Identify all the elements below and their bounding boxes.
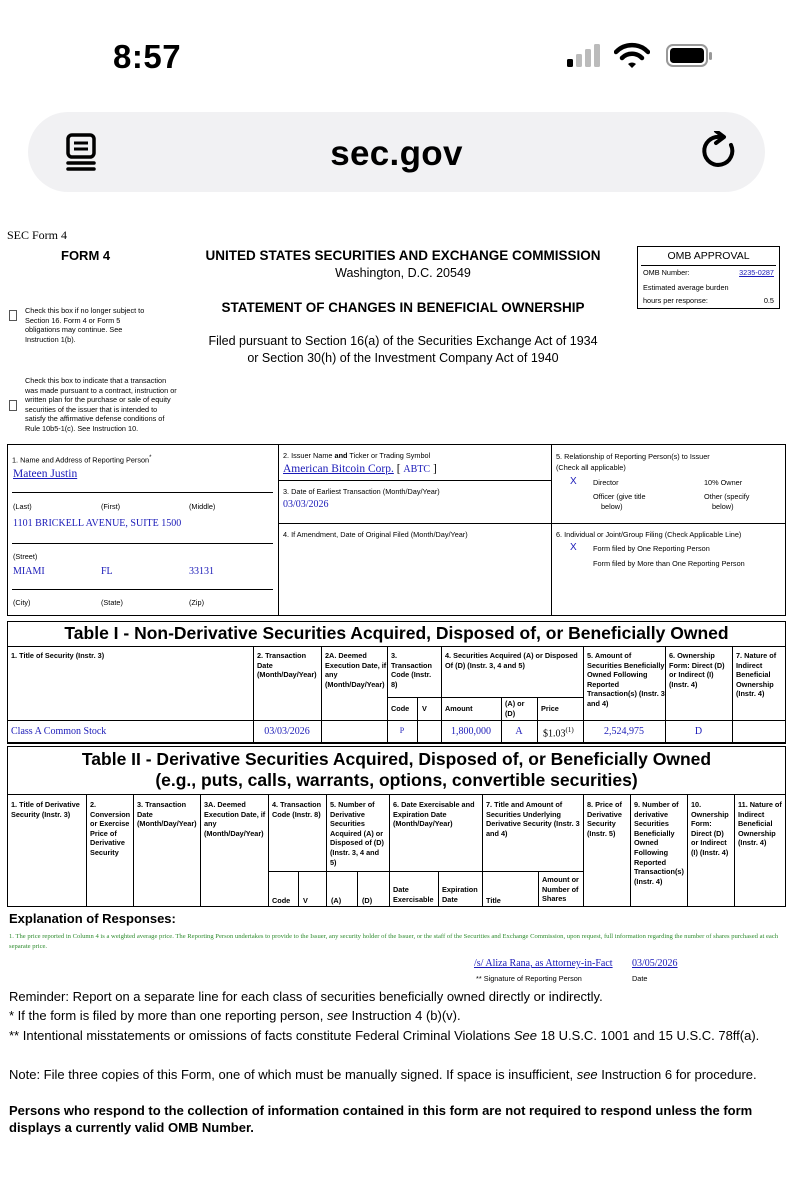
one-person-check[interactable]: X — [570, 542, 577, 553]
t2-header-underlying: 7. Title and Amount of Securities Underlying Derivative Security (Instr. 3 and 4) — [486, 800, 580, 838]
t2-header-date: 3. Transaction Date (Month/Day/Year) — [137, 800, 197, 829]
clock: 8:57 — [113, 38, 182, 75]
state: FL — [101, 566, 113, 577]
url-text[interactable]: sec.gov — [330, 134, 463, 173]
reporting-person-label: 1. Name and Address of Reporting Person* — [12, 454, 152, 465]
t1-header-deemed: 2A. Deemed Execution Date, if any (Month/Day/Year) — [325, 651, 387, 689]
t1-row-title: Class A Common Stock — [11, 726, 107, 737]
other-label: Other (specify below) — [704, 492, 750, 511]
t1-header-ownership-form: 6. Ownership Form: Direct (D) or Indirect (I) (Instr. 4) — [669, 651, 725, 689]
relationship-label: 5. Relationship of Reporting Person(s) to Issuer — [556, 452, 710, 461]
rule10b5-checkbox[interactable] — [9, 400, 17, 411]
t1-header-acquired: 4. Securities Acquired (A) or Disposed Of (D) (Instr. 3, 4 and 5) — [445, 651, 578, 670]
reload-icon[interactable] — [701, 131, 739, 171]
t1-row-price: $1.03$^{(1)}$ — [543, 726, 574, 740]
t1-row-form: D — [694, 726, 703, 737]
t1-sub-amount: Amount — [445, 704, 473, 713]
t1-header-title: 1. Title of Security (Instr. 3) — [11, 651, 105, 660]
omb-approval-box — [637, 246, 780, 309]
ticker-symbol: ABTC — [403, 464, 431, 475]
section16-checkbox[interactable] — [9, 310, 17, 321]
section16-text: Check this box if no longer subject to Section 16. Form 4 or Form 5 obligations may continue. See Instruction 1(b). — [25, 306, 145, 344]
omb-burden-label: Estimated average burden — [643, 283, 729, 292]
wifi-icon — [614, 42, 650, 70]
form-name: FORM 4 — [61, 248, 111, 263]
issuer-label: 2. Issuer Name and Ticker or Trading Symbol — [283, 451, 431, 460]
file-copies-note: Note: File three copies of this Form, one of which must be manually signed. If space is insufficient, see Instruction 6 for procedure. — [9, 1067, 757, 1082]
t2-sub-expiration: Expiration Date — [442, 885, 478, 904]
earliest-date: 03/03/2026 — [283, 499, 329, 510]
t1-row-code: P — [399, 726, 405, 735]
street-address: 1101 BRICKELL AVENUE, SUITE 1500 — [13, 518, 182, 529]
t1-row-amount: 1,800,000 — [451, 726, 491, 737]
multi-filer-text: * If the form is filed by more than one reporting person, see Instruction 4 (b)(v). — [9, 1008, 461, 1023]
explanation-note: 1. The price reported in Column 4 is a weighted average price. The Reporting Person undertakes to provide to the Issuer, any security holder of the Issuer, or the staff of the Securities and Exchange Commission, upon request, full information regarding the number of shares purchased at each separate price. — [9, 933, 779, 950]
reminder-text: Reminder: Report on a separate line for each class of securities beneficially owned directly or indirectly. — [9, 989, 603, 1004]
reporting-person-name[interactable]: Mateen Justin — [13, 468, 78, 480]
street-label: (Street) — [13, 552, 38, 561]
more-persons-label: Form filed by More than One Reporting Person — [593, 559, 745, 568]
t1-sub-aord: (A) or (D) — [505, 699, 525, 718]
violations-text: ** Intentional misstatements or omissions of facts constitute Federal Criminal Violations See 18 U.S.C. 1001 and 15 U.S.C. 78ff(a). — [9, 1028, 760, 1043]
t2-header-price: 8. Price of Derivative Security (Instr. 5) — [587, 800, 622, 838]
table-1-title: Table I - Non-Derivative Securities Acquired, Disposed of, or Beneficially Owned — [64, 623, 729, 643]
t2-header-code: 4. Transaction Code (Instr. 8) — [272, 800, 322, 819]
form-title: STATEMENT OF CHANGES IN BENEFICIAL OWNERSHIP — [221, 300, 585, 315]
filed-pursuant-line-2: or Section 30(h) of the Investment Company Act of 1940 — [247, 351, 559, 365]
t1-sub-code: Code — [391, 704, 410, 713]
agency-location: Washington, D.C. 20549 — [335, 266, 471, 280]
t2-sub-v: V — [303, 896, 308, 905]
signature-label: ** Signature of Reporting Person — [476, 974, 582, 983]
status-bar — [0, 0, 793, 100]
form-document — [0, 200, 793, 1200]
zip-label: (Zip) — [189, 598, 204, 607]
city-label: (City) — [13, 598, 31, 607]
issuer-name-row: American Bitcoin Corp. [ ABTC ] — [283, 463, 437, 475]
issuer-name-link[interactable]: American Bitcoin Corp. — [283, 463, 394, 475]
omb-notice: Persons who respond to the collection of information contained in this form are not required to respond unless the form displays a currently valid OMB Number. — [9, 1103, 753, 1135]
zip: 33131 — [189, 566, 214, 577]
t2-sub-a: (A) — [331, 896, 342, 905]
t2-sub-amount: Amount or Number of Shares — [542, 875, 579, 904]
t1-row-aord: A — [515, 726, 523, 737]
omb-number-link[interactable]: 3235-0287 — [739, 268, 774, 277]
filing-label: 6. Individual or Joint/Group Filing (Check Applicable Line) — [556, 530, 742, 539]
middle-label: (Middle) — [189, 502, 216, 511]
agency-name: UNITED STATES SECURITIES AND EXCHANGE COMMISSION — [205, 248, 601, 263]
address-bar[interactable] — [28, 112, 765, 192]
t2-header-title: 1. Title of Derivative Security (Instr. 3) — [11, 800, 80, 819]
doc-label: SEC Form 4 — [7, 228, 68, 242]
first-label: (First) — [101, 502, 121, 511]
state-label: (State) — [101, 598, 123, 607]
rule10b5-text: Check this box to indicate that a transaction was made pursuant to a contract, instruction or written plan for the purchase or sale of equity securities of the issuer that is intended to satisfy the affirmative defense conditions of Rule 10b5-1(c). See Instruction 10. — [25, 376, 177, 433]
relationship-sub: (Check all applicable) — [556, 463, 626, 472]
t1-sub-price: Price — [541, 704, 559, 713]
t1-header-code: 3. Transaction Code (Instr. 8) — [391, 651, 432, 689]
filed-pursuant-line-1: Filed pursuant to Section 16(a) of the Securities Exchange Act of 1934 — [208, 334, 598, 348]
omb-hours-value: 0.5 — [763, 296, 774, 305]
t2-header-deemed: 3A. Deemed Execution Date, if any (Month/Day/Year) — [204, 800, 266, 838]
t2-header-owned: 9. Number of derivative Securities Beneficially Owned Following Reported Transaction(s) (Instr. 4) — [634, 800, 684, 886]
explanation-heading: Explanation of Responses: — [9, 911, 176, 926]
t2-sub-code: Code — [272, 896, 291, 905]
one-person-label: Form filed by One Reporting Person — [593, 544, 710, 553]
director-check[interactable]: X — [570, 476, 577, 487]
t2-header-conversion: 2. Conversion or Exercise Price of Derivative Security — [90, 800, 131, 857]
signature-date-label: Date — [632, 974, 648, 983]
signature-link[interactable]: /s/ Aliza Rana, as Attorney-in-Fact — [474, 958, 613, 969]
t2-header-exercisable: 6. Date Exercisable and Expiration Date (Month/Day/Year) — [393, 800, 475, 829]
officer-label: Officer (give title below) — [593, 492, 646, 511]
t2-header-nature: 11. Nature of Indirect Beneficial Ownership (Instr. 4) — [738, 800, 782, 848]
t1-header-date: 2. Transaction Date (Month/Day/Year) — [257, 651, 317, 680]
t1-header-owned: 5. Amount of Securities Beneficially Owned Following Reported Transaction(s) (Instr. 3 and 4) — [587, 651, 665, 708]
t2-sub-d: (D) — [362, 896, 373, 905]
t2-header-number: 5. Number of Derivative Securities Acquired (A) or Disposed of (D) (Instr. 3, 4 and 5) — [330, 800, 384, 867]
omb-hours-label: hours per response: — [643, 296, 708, 305]
t1-sub-v: V — [422, 704, 427, 713]
t2-sub-exercisable: Date Exercisable — [393, 885, 434, 904]
t1-row-date: 03/03/2026 — [264, 726, 310, 737]
director-label: Director — [593, 478, 619, 487]
ten-percent-owner-label: 10% Owner — [704, 478, 743, 487]
city: MIAMI — [13, 566, 45, 577]
omb-title: OMB APPROVAL — [667, 250, 750, 262]
table-2-subtitle: (e.g., puts, calls, warrants, options, convertible securities) — [155, 770, 638, 790]
last-label: (Last) — [13, 502, 32, 511]
cellular-signal-icon — [567, 44, 603, 68]
table-2-title: Table II - Derivative Securities Acquired, Disposed of, or Beneficially Owned — [81, 749, 712, 769]
signature-date[interactable]: 03/05/2026 — [632, 958, 678, 969]
t2-sub-title: Title — [486, 896, 501, 905]
t1-row-owned: 2,524,975 — [604, 726, 644, 737]
amendment-label: 4. If Amendment, Date of Original Filed (Month/Day/Year) — [283, 530, 468, 539]
t1-header-nature: 7. Nature of Indirect Beneficial Ownership (Instr. 4) — [736, 651, 777, 699]
earliest-date-label: 3. Date of Earliest Transaction (Month/Day/Year) — [283, 487, 440, 496]
battery-icon — [666, 44, 714, 68]
t2-header-ownership-form: 10. Ownership Form: Direct (D) or Indirect (I) (Instr. 4) — [691, 800, 729, 857]
omb-number-label: OMB Number: — [643, 268, 690, 277]
